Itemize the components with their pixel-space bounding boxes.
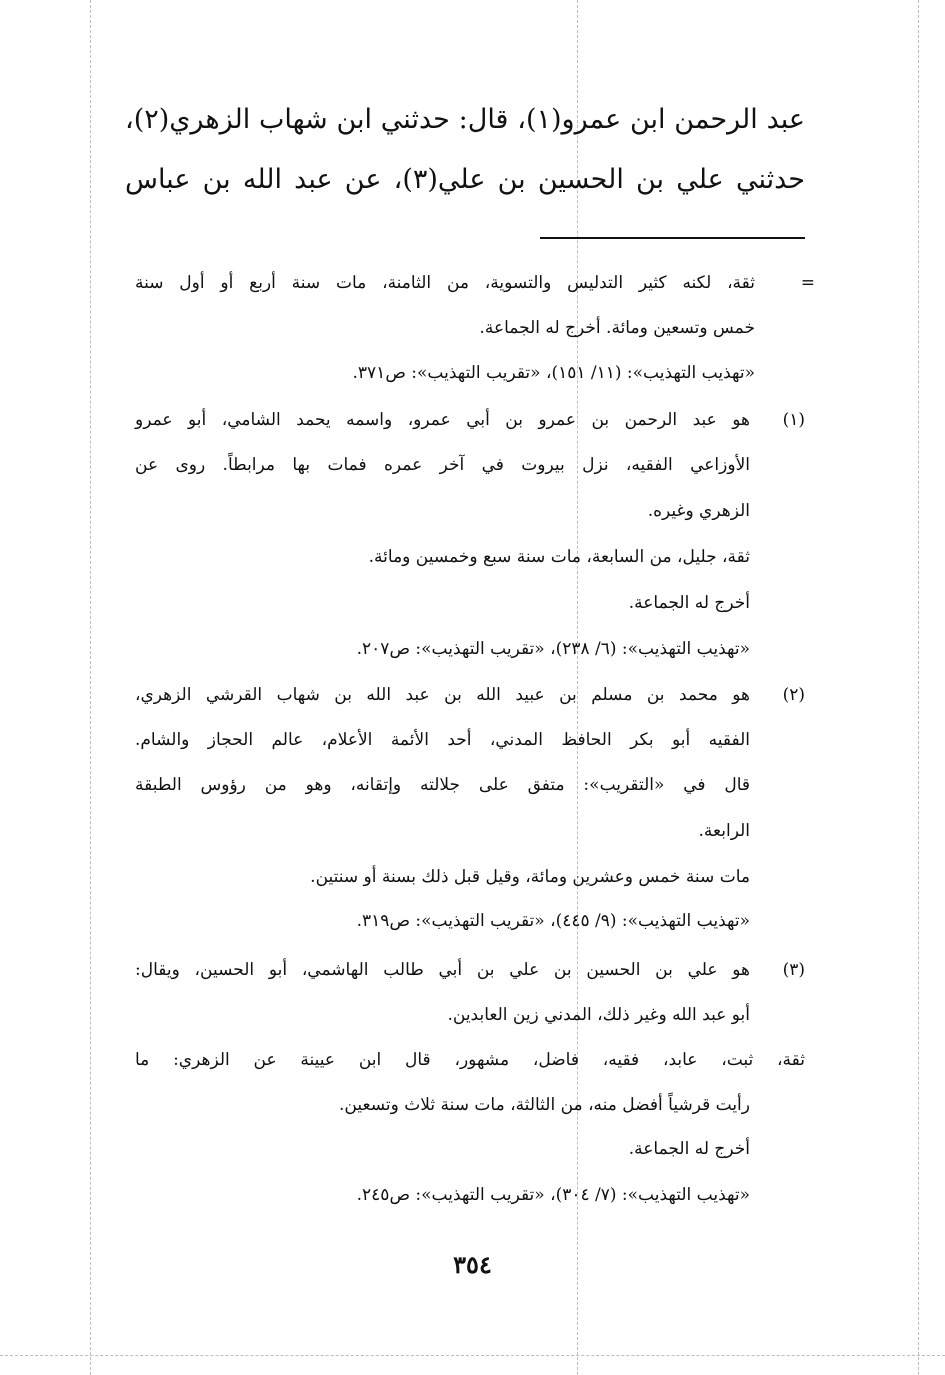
footnote-line: قال في «التقريب»: متفق على جلالته وإتقانه، وهو من رؤوس الطبقة <box>135 775 750 795</box>
scan-guide-line <box>918 0 919 1375</box>
footnote-number-3: (٣) <box>782 960 805 980</box>
footnote-line: هو محمد بن مسلم بن عبيد الله بن عبد الله بن شهاب القرشي الزهري، <box>135 685 750 705</box>
footnote-line: «تهذيب التهذيب»: (٧/ ٣٠٤)، «تقريب التهذيب»: ص٢٤٥. <box>356 1185 750 1205</box>
footnote-separator <box>540 237 805 239</box>
footnote-line: الفقيه أبو بكر الحافظ المدني، أحد الأئمة الأعلام، عالم الحجاز والشام. <box>135 730 750 750</box>
footnote-line: ثقة، جليل، من السابعة، مات سنة سبع وخمسين ومائة. <box>368 547 750 567</box>
main-text-line-1: عبد الرحمن ابن عمرو(١)، قال: حدثني ابن شهاب الزهري(٢)، <box>125 104 805 135</box>
footnote-line: ثقة، لكنه كثير التدليس والتسوية، من الثامنة، مات سنة أربع أو أول سنة <box>135 273 755 293</box>
footnote-line: الرابعة. <box>698 821 750 841</box>
footnote-line: أخرج له الجماعة. <box>628 1139 750 1159</box>
footnote-line: أخرج له الجماعة. <box>628 593 750 613</box>
scan-guide-line <box>0 1355 945 1356</box>
footnote-line: أبو عبد الله وغير ذلك، المدني زين العابدين. <box>447 1005 750 1025</box>
page-number: ٣٥٤ <box>453 1250 492 1279</box>
footnote-line: الأوزاعي الفقيه، نزل بيروت في آخر عمره فمات بها مرابطاً. روى عن <box>135 455 750 475</box>
scan-guide-line <box>90 0 91 1375</box>
footnote-number-1: (١) <box>782 410 805 430</box>
footnote-line: هو علي بن الحسين بن علي بن أبي طالب الهاشمي، أبو الحسين، ويقال: <box>135 960 750 980</box>
footnote-number-2: (٢) <box>782 685 805 705</box>
footnote-line: رأيت قرشياً أفضل منه، من الثالثة، مات سنة ثلاث وتسعين. <box>339 1095 750 1115</box>
footnote-line: خمس وتسعين ومائة. أخرج له الجماعة. <box>479 318 755 338</box>
footnote-line: الزهري وغيره. <box>647 501 750 521</box>
footnote-line: ثقة، ثبت، عابد، فقيه، فاضل، مشهور، قال ابن عيينة عن الزهري: ما <box>135 1050 805 1070</box>
continuation-marker: = <box>800 273 815 293</box>
footnote-line: مات سنة خمس وعشرين ومائة، وقيل قبل ذلك بسنة أو سنتين. <box>310 867 750 887</box>
footnote-line: هو عبد الرحمن بن عمرو بن أبي عمرو، واسمه يحمد الشامي، أبو عمرو <box>135 410 750 430</box>
footnote-line: «تهذيب التهذيب»: (١١/ ١٥١)، «تقريب التهذيب»: ص٣٧١. <box>352 363 755 383</box>
footnote-line: «تهذيب التهذيب»: (٦/ ٢٣٨)، «تقريب التهذيب»: ص٢٠٧. <box>356 639 750 659</box>
footnote-line: «تهذيب التهذيب»: (٩/ ٤٤٥)، «تقريب التهذيب»: ص٣١٩. <box>356 911 750 931</box>
main-text-line-2: حدثني علي بن الحسين بن علي(٣)، عن عبد الله بن عباس <box>125 164 805 195</box>
